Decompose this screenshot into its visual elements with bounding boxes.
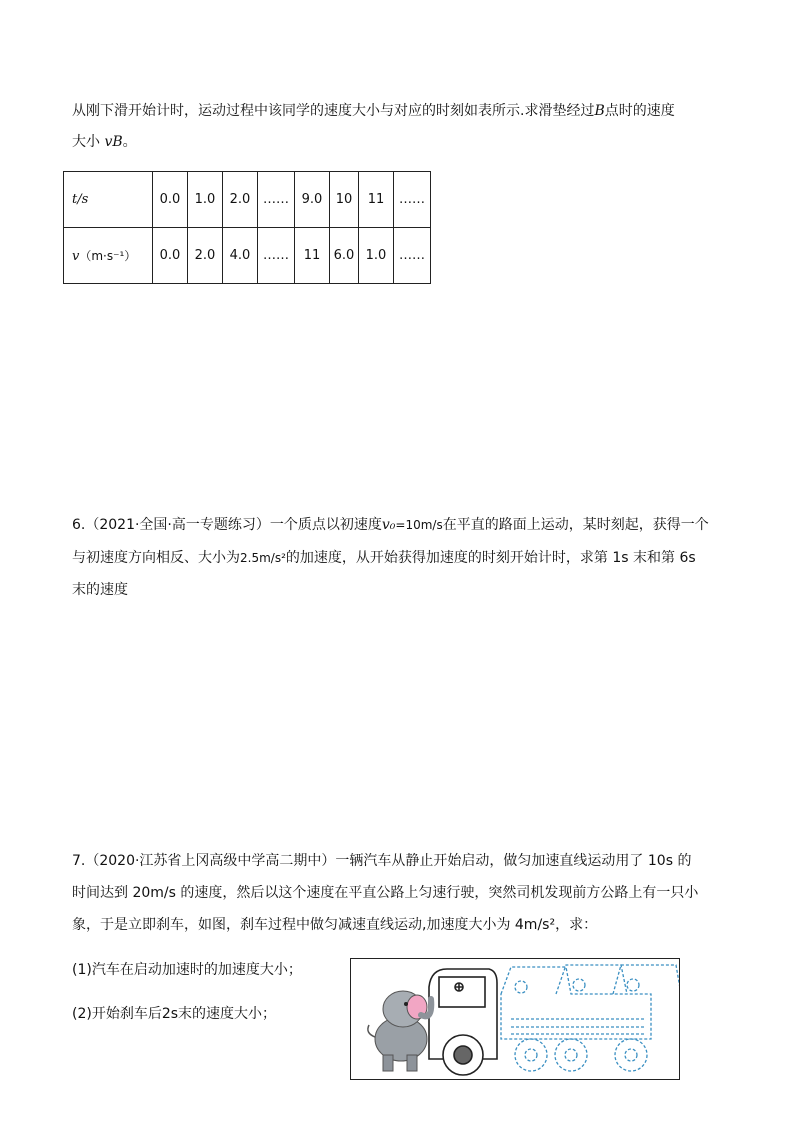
- car-icon: [429, 969, 497, 1075]
- table-cell: ……: [394, 172, 431, 228]
- table-header-time: t/s: [64, 172, 153, 228]
- motion-ghost-cars: [501, 965, 680, 1071]
- car-elephant-illustration: [351, 959, 680, 1080]
- q5-line-1: [72, 101, 675, 121]
- point-b-label: B: [594, 103, 605, 119]
- table-cell: 0.0: [153, 228, 188, 284]
- table-header-velocity: v（m·s⁻¹）: [64, 228, 153, 284]
- table-cell: 2.0: [223, 172, 258, 228]
- table-cell: 6.0: [330, 228, 359, 284]
- table-cell: 0.0: [153, 172, 188, 228]
- q6-line-2: 与初速度方向相反、大小为2.5m/s²的加速度，从开始获得加速度的时刻开始计时，求第 1s 末和第 6s: [72, 550, 696, 566]
- q7-sub-1: (1)汽车在启动加速时的加速度大小；: [72, 962, 302, 978]
- q5-text: 从刚下滑开始计时，运动过程中该同学的速度大小与对应的时刻如表所示.求滑垫经过: [72, 103, 595, 119]
- q7-line-1: 7.（2020·江苏省上冈高级中学高二期中）一辆汽车从静止开始启动，做匀加速直线运动用了 10s 的: [72, 853, 692, 869]
- table-cell: 4.0: [223, 228, 258, 284]
- table-cell: 10: [330, 172, 359, 228]
- q5-line-2: [72, 132, 137, 152]
- table-cell: 1.0: [359, 228, 394, 284]
- car-elephant-figure: [350, 958, 680, 1080]
- q7-sub-2: (2)开始刹车后2s末的速度大小；: [72, 1006, 277, 1022]
- q6-line-3: 末的速度: [72, 582, 128, 598]
- table-cell: 2.0: [188, 228, 223, 284]
- table-row-velocity: [64, 228, 431, 284]
- table-cell: 11: [295, 228, 330, 284]
- q7-line-2: 时间达到 20m/s 的速度，然后以这个速度在平直公路上匀速行驶，突然司机发现前方公路上有一只小: [72, 885, 699, 901]
- table-cell: 1.0: [188, 172, 223, 228]
- table-cell: ……: [258, 228, 295, 284]
- table-cell: 11: [359, 172, 394, 228]
- elephant-icon: [368, 991, 431, 1071]
- table-cell: ……: [394, 228, 431, 284]
- q5-line2-end: 。: [122, 134, 137, 150]
- q5-line2-prefix: 大小: [72, 134, 100, 150]
- table-cell: ……: [258, 172, 295, 228]
- q7-line-3: 象，于是立即刹车，如图，刹车过程中做匀减速直线运动,加速度大小为 4m/s²，求：: [72, 917, 598, 933]
- q6-line-1: 6.（2021·全国·高一专题练习）一个质点以初速度v₀=10m/s在平直的路面上运动，某时刻起，获得一个: [72, 517, 709, 533]
- table-cell: 9.0: [295, 172, 330, 228]
- table-row-time: [64, 172, 431, 228]
- v0-symbol: v₀: [381, 517, 396, 533]
- vb-symbol: vB: [104, 134, 123, 150]
- q5-text-end: 点时的速度: [604, 103, 675, 119]
- velocity-table: [63, 171, 431, 284]
